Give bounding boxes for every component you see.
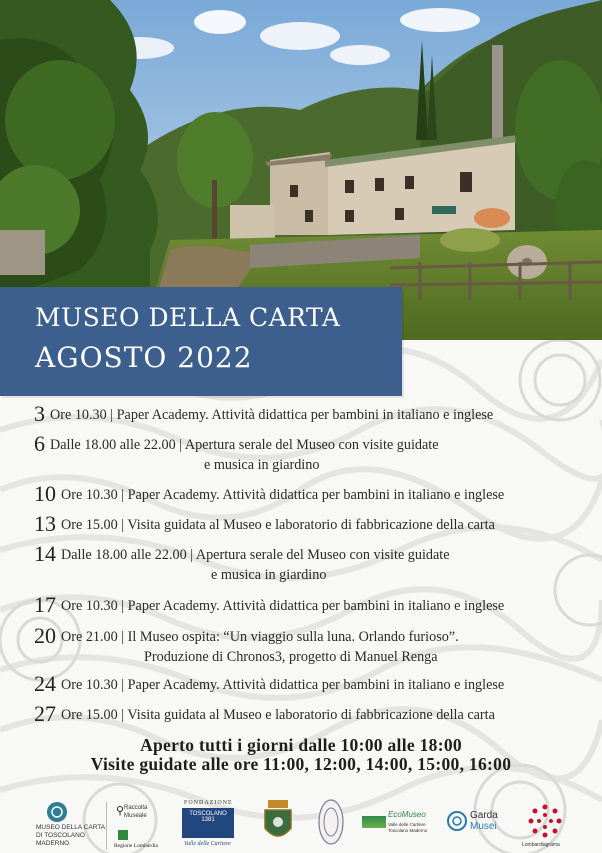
- event-item: [34, 541, 450, 585]
- event-text: Dalle 18.00 alle 22.00 | Apertura serale del Museo con visite guidate: [50, 437, 439, 453]
- event-item: [34, 671, 505, 696]
- garda-swirl-icon: [446, 810, 468, 832]
- logo-text: FONDAZIONE: [184, 800, 233, 806]
- event-text: Ore 21.00 | Il Museo ospita: “Un viaggio sulla luna. Orlando furioso”.: [61, 629, 459, 645]
- event-item: [34, 701, 495, 726]
- opening-hours-line: Aperto tutti i giorni dalle 10:00 alle 18:00: [140, 735, 462, 755]
- guided-tours-line: Visite guidate alle ore 11:00, 12:00, 14:00, 15:00, 16:00: [90, 754, 512, 774]
- logo-text: Valle delle Cartiere: [388, 822, 426, 827]
- museo-emblem-icon: [46, 801, 68, 823]
- event-day: 3: [34, 401, 45, 426]
- sponsor-logos: [0, 798, 602, 853]
- event-text: Ore 15.00 | Visita guidata al Museo e laboratorio di fabbricazione della carta: [61, 517, 495, 533]
- month-title: AGOSTO 2022: [35, 341, 253, 374]
- event-item: [34, 401, 494, 426]
- title-banner: [0, 287, 402, 396]
- event-day: 14: [34, 541, 56, 566]
- seal-logo: [318, 798, 344, 851]
- logo-text: Museale: [124, 813, 147, 819]
- logo-text: Garda: [470, 810, 498, 821]
- logo-text: EcoMuseo: [388, 810, 426, 819]
- event-text: Ore 10.30 | Paper Academy. Attività didattica per bambini in italiano e inglese: [61, 598, 505, 614]
- event-day: 20: [34, 623, 56, 648]
- event-text-continued: Produzione di Chronos3, progetto di Manuel Renga: [144, 649, 438, 665]
- ecomuseo-icon: [362, 816, 386, 828]
- comune-crest-logo: [262, 798, 296, 849]
- event-day: 6: [34, 431, 45, 456]
- logo-text: MADERNO: [36, 840, 70, 847]
- event-item: [34, 431, 439, 475]
- event-item: [34, 592, 505, 617]
- divider: [106, 802, 107, 850]
- logo-text: MUSEO DELLA CARTA: [36, 824, 106, 831]
- event-text: Dalle 18.00 alle 22.00 | Apertura serale del Museo con visite guidate: [61, 547, 450, 563]
- logo-text: Raccolta: [124, 805, 148, 811]
- marker-icon: ⚲: [116, 805, 125, 817]
- seal-icon: [318, 798, 344, 846]
- logo-text: DI TOSCOLANO: [36, 832, 85, 839]
- logo-text: TOSCOLANO 1381: [189, 811, 227, 823]
- event-item: [34, 511, 495, 536]
- opening-hours: [0, 736, 602, 774]
- event-day: 17: [34, 592, 56, 617]
- event-item: [34, 481, 505, 506]
- event-text-continued: e musica in giardino: [211, 567, 327, 583]
- logo-text: Musei: [470, 821, 497, 832]
- event-text: Ore 10.30 | Paper Academy. Attività didattica per bambini in italiano e inglese: [61, 487, 505, 503]
- event-day: 24: [34, 671, 56, 696]
- logo-text: Valle delle Cartiere: [184, 841, 231, 847]
- logo-text: Lombardiagrama: [522, 842, 560, 848]
- event-day: 27: [34, 701, 56, 726]
- event-text: Ore 15.00 | Visita guidata al Museo e laboratorio di fabbricazione della carta: [61, 707, 495, 723]
- crest-icon: [262, 798, 294, 844]
- event-day: 10: [34, 481, 56, 506]
- event-text: Ore 10.30 | Paper Academy. Attività didattica per bambini in italiano e inglese: [61, 677, 505, 693]
- logo-text: Regione Lombardia: [114, 843, 158, 849]
- museum-title: MUSEO DELLA CARTA: [35, 303, 341, 332]
- event-text: Ore 10.30 | Paper Academy. Attività didattica per bambini in italiano e inglese: [50, 407, 494, 423]
- fondazione-badge: [182, 808, 234, 838]
- logo-text: Toscolano Maderno: [388, 828, 428, 833]
- dotted-circle-icon: [528, 804, 562, 838]
- event-item: [34, 623, 459, 667]
- event-day: 13: [34, 511, 56, 536]
- regione-cross-icon: [118, 830, 128, 840]
- event-text-continued: e musica in giardino: [204, 457, 320, 473]
